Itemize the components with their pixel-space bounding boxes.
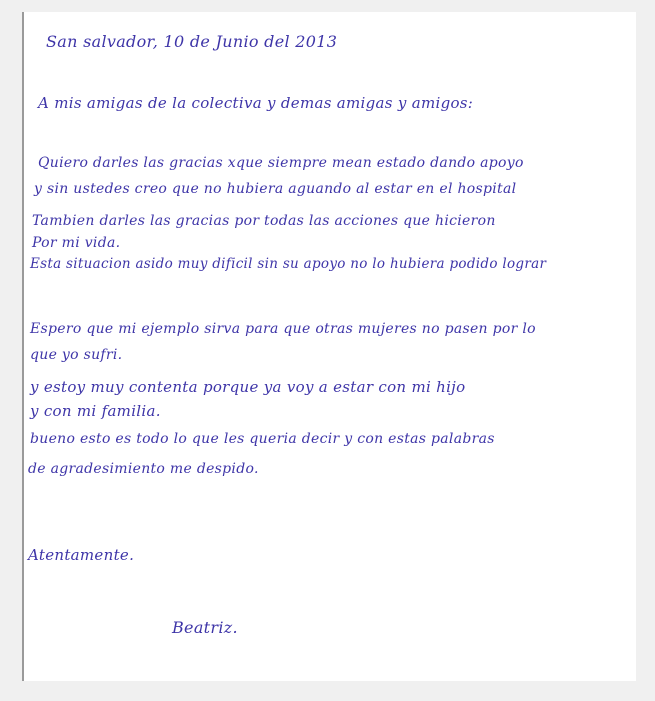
body-line: y sin ustedes creo que no hubiera aguando al estar en el hospital [34, 181, 517, 197]
greeting-line: A mis amigas de la colectiva y demas amigas y amigos: [38, 94, 474, 112]
closing-line: Atentamente. [28, 546, 135, 564]
body-line: bueno esto es todo lo que les queria decir y con estas palabras [30, 431, 495, 447]
body-line: Espero que mi ejemplo sirva para que otras mujeres no pasen por lo [30, 321, 536, 337]
body-line: Quiero darles las gracias xque siempre mean estado dando apoyo [38, 155, 524, 171]
body-line: y estoy muy contenta porque ya voy a estar con mi hijo [30, 378, 466, 396]
body-line: Tambien darles las gracias por todas las acciones que hicieron [32, 213, 496, 229]
signature: Beatriz. [172, 618, 238, 637]
body-line: Por mi vida. [32, 235, 121, 251]
letter-page [22, 12, 636, 681]
body-line: y con mi familia. [30, 402, 161, 420]
body-line: que yo sufri. [30, 347, 123, 363]
date-line: San salvador, 10 de Junio del 2013 [46, 32, 338, 51]
body-line: Esta situacion asido muy dificil sin su apoyo no lo hubiera podido lograr [30, 256, 547, 272]
body-line: de agradesimiento me despido. [28, 461, 259, 477]
